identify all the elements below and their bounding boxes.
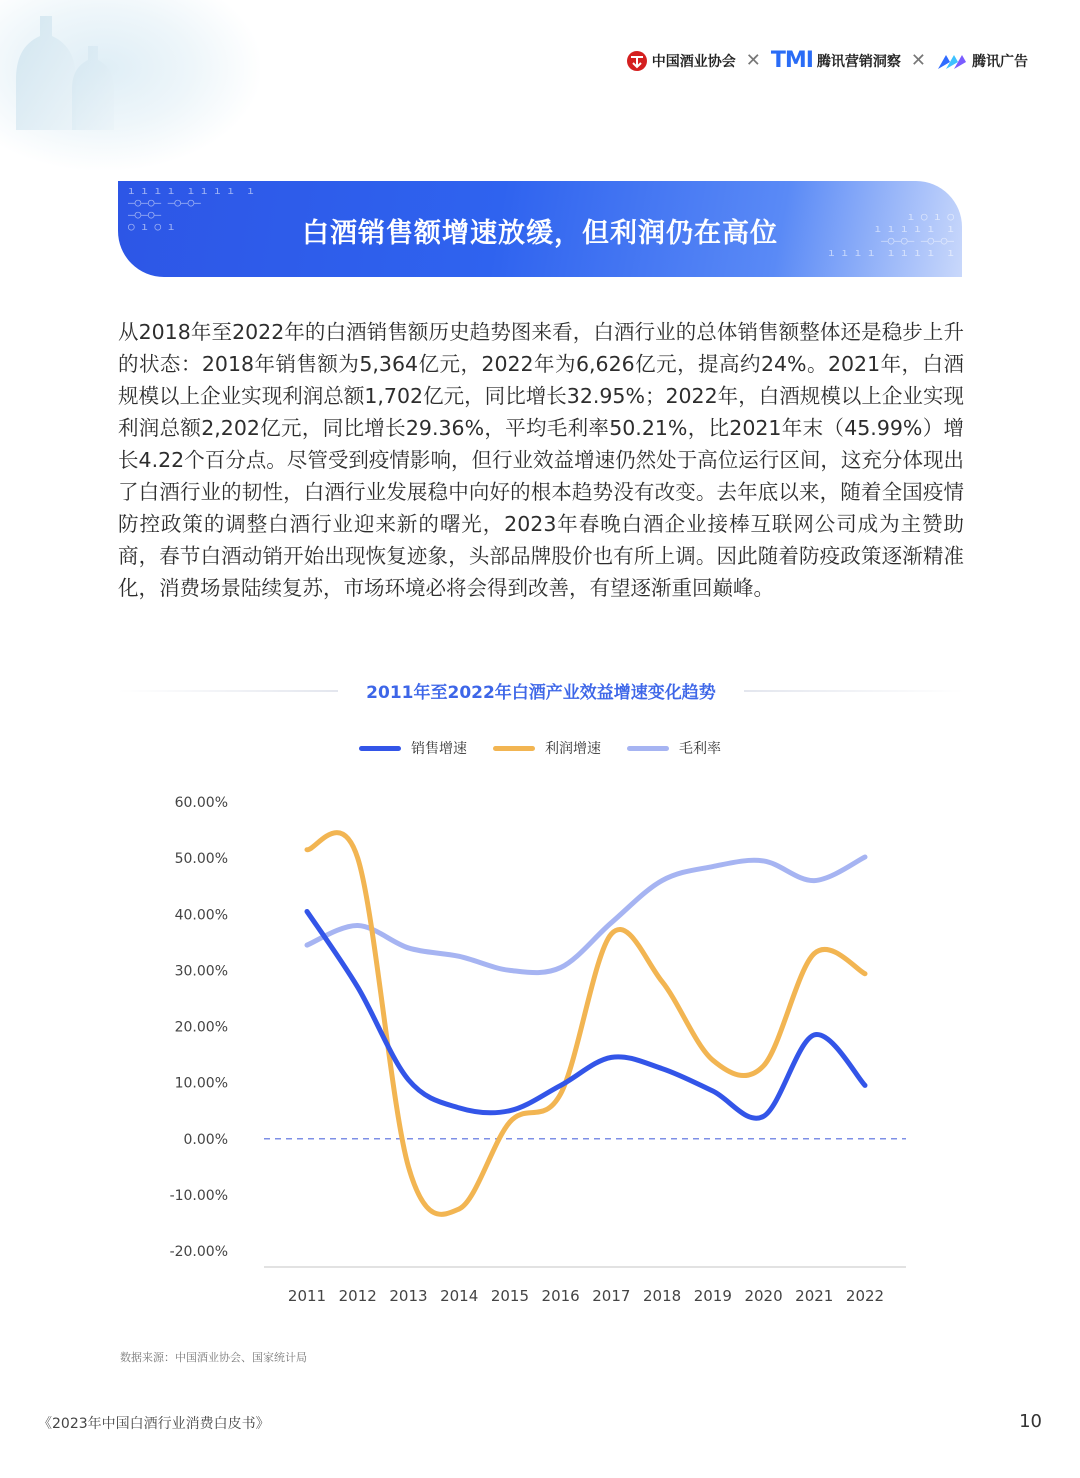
y-tick-label: 60.00% [174,795,228,811]
y-tick-label: -10.00% [169,1187,228,1204]
section-banner [118,181,962,277]
banner-pattern-left: ı ı ı ı ı ı ı ı ı —○—○— —○—○— —○—○— ○ ı ○ ı [128,184,254,233]
legend-swatch-profit-growth [493,746,535,751]
chart-title-rule-right [744,690,964,692]
data-source: 数据来源：中国酒业协会、国家统计局 [120,1351,307,1364]
y-tick-label: 10.00% [174,1075,228,1092]
banner-pattern-right: ı ○ ı ○ ı ı ı ı ı ı —○—○— —○—○— ı ı ı ı ı ı ı ı ı [828,210,954,259]
body-paragraph: 从2018年至2022年的白酒销售额历史趋势图来看，白酒行业的总体销售额整体还是稳步上升的状态：2018年销售额为5,364亿元，2022年为6,626亿元，提高约24%。2021年，白酒规模以上企业实现利润总额1,702亿元，同比增长32.95%；2022年，白酒规模以上企业实现利润总额2,202亿元，同比增长29.36%，平均毛利率50.21%，比2021年末（45.99%）增长4.22个百分点。尽管受到疫情影响，但行业效益增速仍然处于高位运行区间，这充分体现出了白酒行业的韧性，白酒行业发展稳中向好的根本趋势没有改变。去年底以来，随着全国疫情防控政策的调整白酒行业迎来新的曙光，2023年春晚白酒企业接棒互联网公司成为主赞助商，春节白酒动销开始出现恢复迹象，头部品牌股价也有所上调。因此随着防疫政策逐渐精准化，消费场景陆续复苏，市场环境必将会得到改善，有望逐渐重回巅峰。 [118,320,964,600]
y-tick-label: 30.00% [174,963,228,980]
section-title: 白酒销售额增速放缓，但利润仍在高位 [302,218,778,249]
x-tick-label: 2013 [389,1287,428,1305]
partner-logos [626,48,1028,73]
legend-label: 销售增速 [411,741,467,757]
y-tick-label: 20.00% [174,1019,228,1036]
x-tick-label: 2015 [490,1287,530,1305]
page-number: 10 [1019,1411,1042,1432]
footer-book-title: 《2023年中国白酒行业消费白皮书》 [38,1416,270,1432]
corner-decoration [0,0,260,170]
legend-item-sales-growth [359,738,467,758]
separator-icon: ✕ [745,50,761,71]
legend-item-profit-growth [493,738,601,758]
logo-tencent-ads [936,51,1028,71]
y-tick-label: -20.00% [169,1244,228,1260]
legend-item-gross-margin [627,738,721,758]
x-tick-label: 2017 [592,1287,631,1305]
tmi-logo-mark: TMI [770,48,813,73]
logo-tencent-marketing-insight [771,48,901,73]
logo-1-text: 中国酒业协会 [651,53,736,70]
y-tick-label: 50.00% [174,851,228,868]
logo-2-text: 腾讯营销洞察 [816,53,901,70]
legend-swatch-sales-growth [359,746,401,751]
x-tick-label: 2021 [795,1287,834,1305]
y-tick-label: 0.00% [183,1131,228,1148]
separator-icon: ✕ [910,50,926,71]
x-tick-label: 2020 [744,1287,783,1305]
chart-title: 2011年至2022年白酒产业效益增速变化趋势 [366,683,716,703]
x-tick-label: 2019 [693,1287,732,1305]
legend-swatch-gross-margin [627,746,669,751]
x-tick-label: 2012 [338,1287,377,1305]
chart-legend [0,738,1080,758]
bottle-illustration-icon [10,6,160,156]
logo-china-alcoholic-drinks-association [626,50,736,72]
legend-label: 利润增速 [545,741,601,757]
line-chart [160,780,920,1320]
y-tick-label: 40.00% [174,907,228,924]
tencent-ads-logo-icon [936,51,968,71]
logo-3-text: 腾讯广告 [972,53,1028,70]
chart-title-row [118,676,964,706]
series-line-profit-growth [307,833,865,1215]
legend-label: 毛利率 [679,741,721,757]
x-tick-label: 2014 [440,1287,479,1305]
cada-logo-icon [626,50,648,72]
x-tick-label: 2018 [642,1287,682,1305]
x-tick-label: 2016 [541,1287,580,1305]
series-line-gross-margin [307,857,865,973]
x-tick-label: 2022 [845,1287,885,1305]
x-tick-label: 2011 [287,1287,327,1305]
